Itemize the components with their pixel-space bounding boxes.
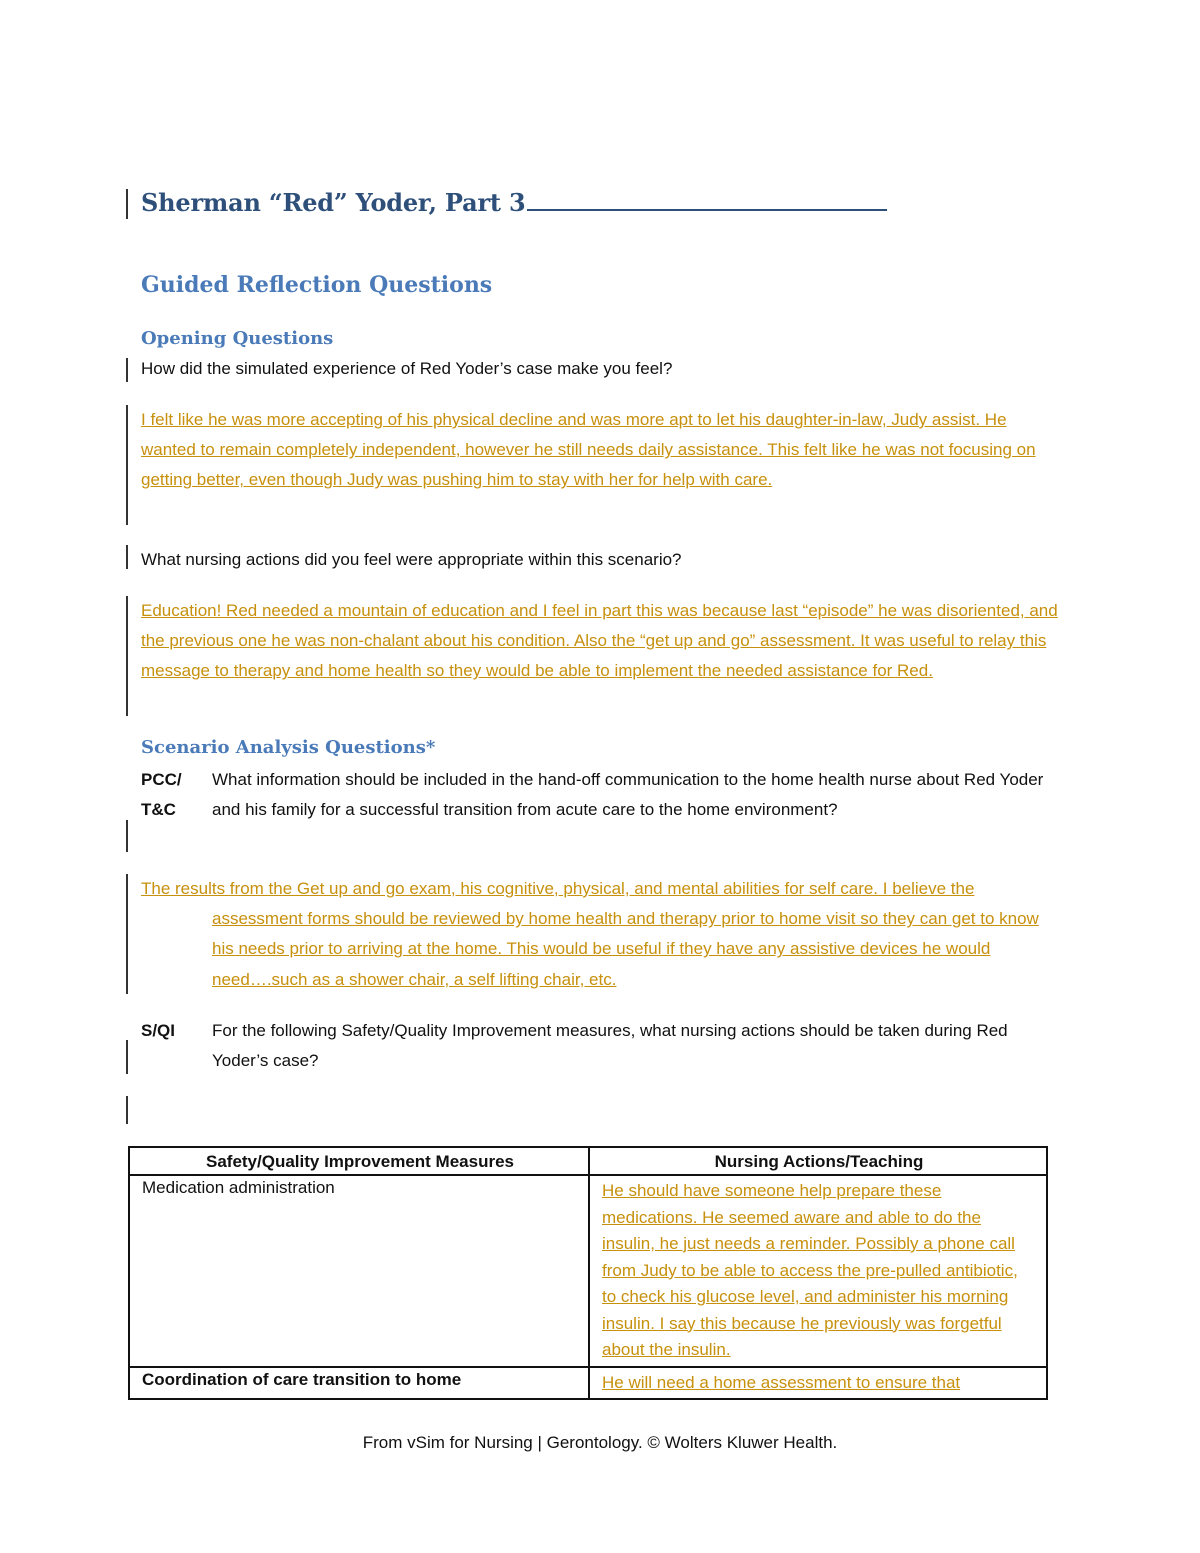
opening-answer-2[interactable]: Education! Red needed a mountain of education and I feel in part this was because last “episode” he was disoriented, and the previous one he was non-chalant about his condition. Also the “get up and go” assessment. It was useful to relay this message to therapy and home health so they would be able to implement the needed assistance for Red. bbox=[141, 601, 1058, 681]
revision-bar bbox=[126, 1096, 128, 1124]
action-cell[interactable]: He will need a home assessment to ensure that bbox=[589, 1367, 1047, 1400]
revision-bar bbox=[126, 405, 128, 525]
action-cell[interactable]: He should have someone help prepare these medications. He seemed aware and able to do the insulin, he just needs a reminder. Possibly a phone call from Judy to be able to access the pre-pulled antibiotic, to check his glucose level, and administer his morning insulin. I say this because he previously was forgetful about the insulin. bbox=[589, 1175, 1047, 1367]
table-header-row bbox=[129, 1147, 1047, 1175]
measure-cell: Coordination of care transition to home bbox=[129, 1367, 589, 1400]
revision-bar bbox=[126, 1040, 128, 1074]
table-header-measures: Safety/Quality Improvement Measures bbox=[129, 1147, 589, 1175]
revision-bar bbox=[126, 820, 128, 852]
table-row bbox=[129, 1367, 1047, 1400]
title-underline bbox=[527, 209, 887, 211]
competency-code-sqi: S/QI bbox=[141, 1021, 176, 1040]
section-heading: Guided Reflection Questions bbox=[141, 272, 493, 298]
table-row bbox=[129, 1175, 1047, 1367]
opening-questions-heading: Opening Questions bbox=[141, 328, 334, 349]
revision-bar bbox=[126, 358, 128, 382]
page-footer: From vSim for Nursing | Gerontology. © Wolters Kluwer Health. bbox=[362, 1433, 838, 1452]
competency-code-line: PCC/ bbox=[141, 770, 182, 789]
scenario-question-1: What information should be included in the hand-off communication to the home health nurse about Red Yoder and his family for a successful transition from acute care to the home environment? bbox=[212, 770, 1044, 819]
table-header-actions: Nursing Actions/Teaching bbox=[589, 1147, 1047, 1175]
revision-bar bbox=[126, 874, 128, 994]
safety-quality-table bbox=[128, 1146, 1048, 1400]
opening-answer-1[interactable]: I felt like he was more accepting of his physical decline and was more apt to let his daughter-in-law, Judy assist. He wanted to remain completely independent, however he still needs daily assistance. This felt like he was not focusing on getting better, even though Judy was pushing him to stay with her for help with care. bbox=[141, 410, 1036, 490]
revision-bar bbox=[126, 596, 128, 716]
scenario-answer-1[interactable]: The results from the Get up and go exam, his cognitive, physical, and mental abilities for self care. I believe the assessment forms should be reviewed by home health and therapy prior to home visit so they can get to know his needs prior to arriving at the home. This would be useful if they have any assistive devices he would need….such as a shower chair, a self lifting chair, etc. bbox=[141, 879, 1039, 989]
opening-question-2: What nursing actions did you feel were appropriate within this scenario? bbox=[141, 550, 682, 569]
competency-code-pcc-tc bbox=[141, 765, 182, 825]
revision-bar bbox=[126, 189, 128, 219]
page-title-text: Sherman “Red” Yoder, Part 3 bbox=[141, 188, 526, 217]
revision-bar bbox=[126, 545, 128, 569]
opening-question-1: How did the simulated experience of Red Yoder’s case make you feel? bbox=[141, 359, 673, 378]
competency-code-line: T&C bbox=[141, 800, 176, 819]
measure-cell: Medication administration bbox=[129, 1175, 589, 1367]
scenario-question-2: For the following Safety/Quality Improvement measures, what nursing actions should be taken during Red Yoder’s case? bbox=[212, 1021, 1008, 1070]
scenario-analysis-heading: Scenario Analysis Questions* bbox=[141, 737, 436, 758]
page-title bbox=[141, 188, 887, 217]
